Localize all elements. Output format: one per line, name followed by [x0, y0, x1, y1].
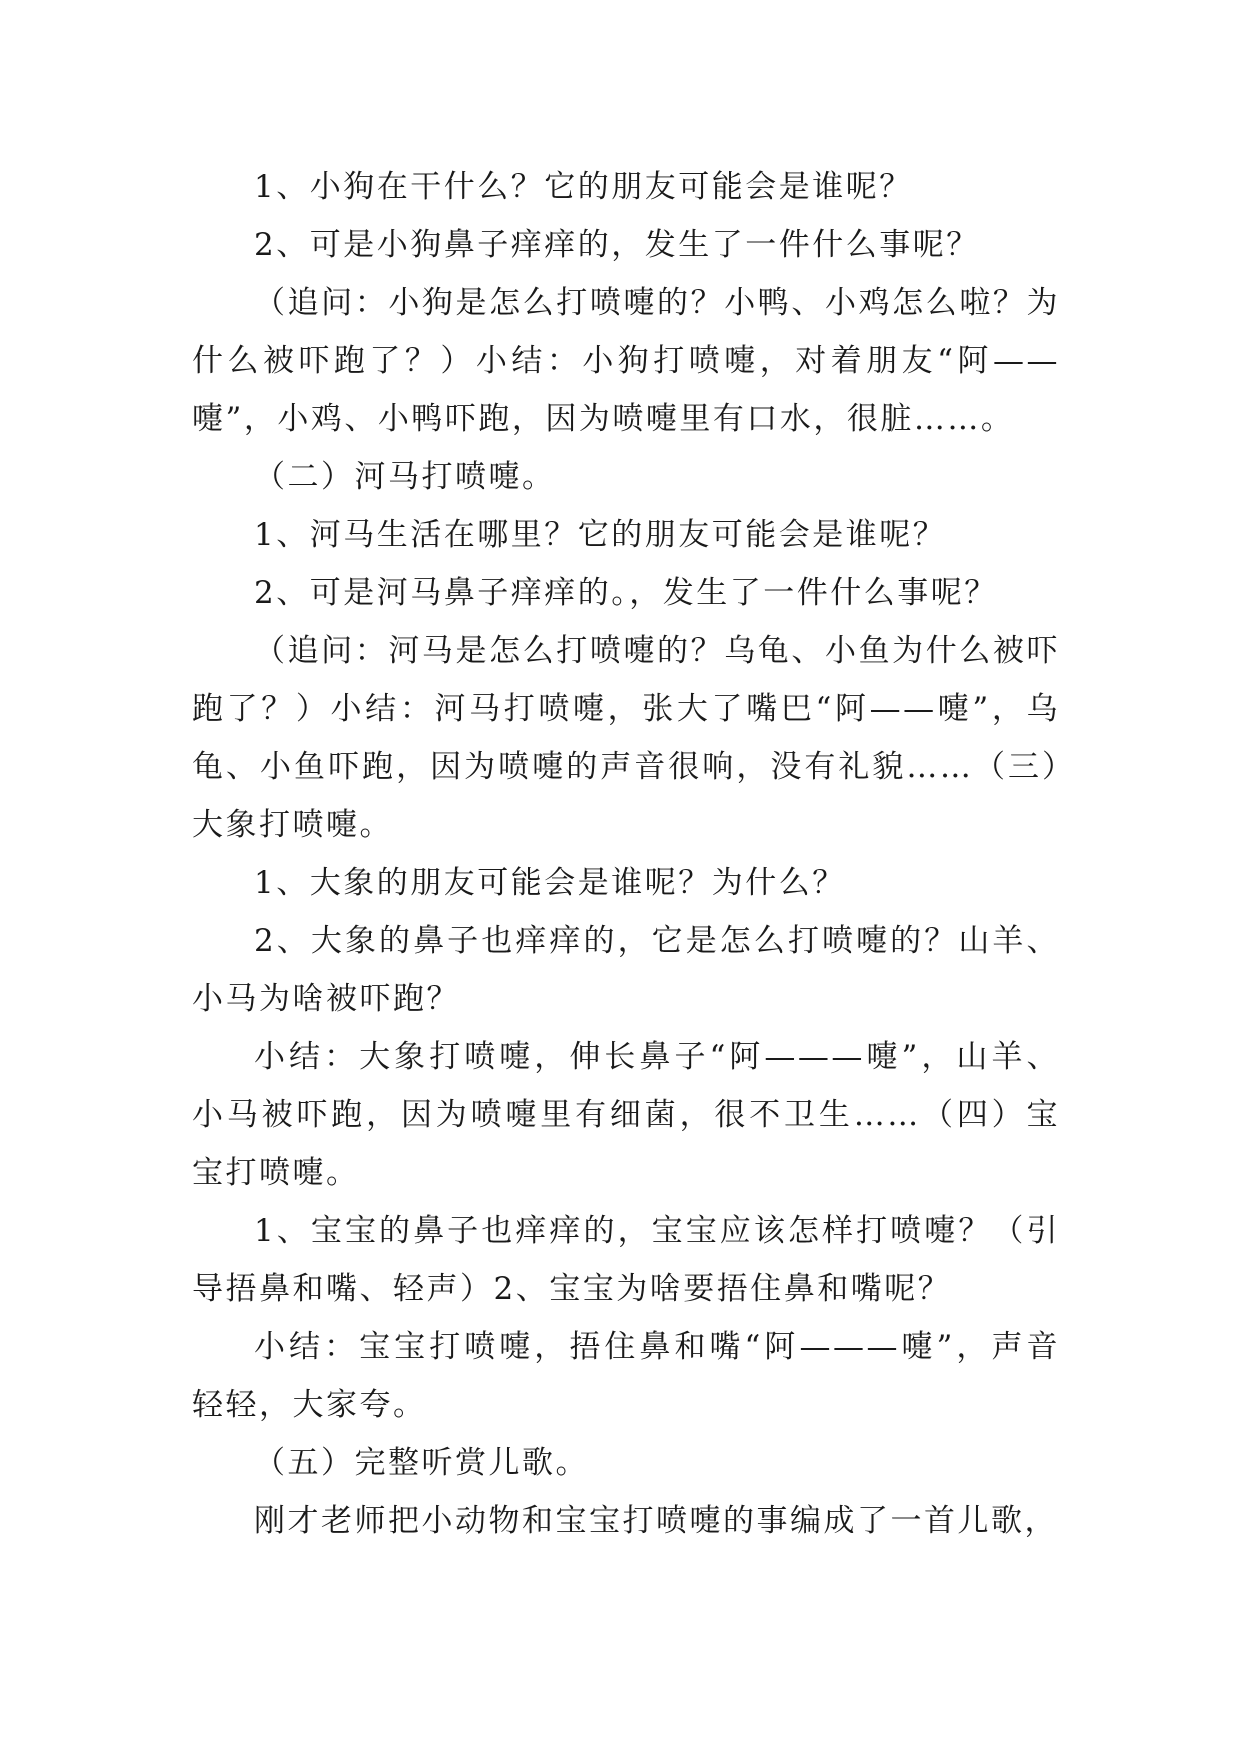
paragraph-question-hippo-habitat: 1、河马生活在哪里？它的朋友可能会是谁呢？: [254, 517, 947, 553]
paragraph-rhyme-intro: 刚才老师把小动物和宝宝打喷嚏的事编成了一首儿歌，: [254, 1503, 1058, 1539]
paragraph-dog-summary: （追问：小狗是怎么打喷嚏的？小鸭、小鸡怎么啦？为什么被吓跑了？）小结：小狗打喷嚏，对着朋友“阿——嚏”，小鸡、小鸭吓跑，因为喷嚏里有口水，很脏……。: [192, 285, 1060, 437]
paragraph-baby-summary: 小结：宝宝打喷嚏，捂住鼻和嘴“阿———嚏”，声音轻轻，大家夸。: [192, 1329, 1060, 1423]
section-heading-hippo: （二）河马打喷嚏。: [254, 459, 556, 495]
paragraph-question-dog-sneeze: 2、可是小狗鼻子痒痒的，发生了一件什么事呢？: [254, 227, 980, 263]
paragraph-question-elephant-sneeze: 2、大象的鼻子也痒痒的，它是怎么打喷嚏的？山羊、小马为啥被吓跑？: [192, 923, 1060, 1017]
paragraph-question-hippo-sneeze: 2、可是河马鼻子痒痒的。，发生了一件什么事呢？: [254, 575, 998, 611]
paragraph-question-elephant-friends: 1、大象的朋友可能会是谁呢？为什么？: [254, 865, 846, 901]
document-body: [192, 158, 1060, 1550]
paragraph-question-baby-sneeze: 1、宝宝的鼻子也痒痒的，宝宝应该怎样打喷嚏？（引导捂鼻和嘴、轻声）2、宝宝为啥要捂住鼻和嘴呢？: [192, 1213, 1060, 1307]
section-heading-rhyme: （五）完整听赏儿歌。: [254, 1445, 589, 1481]
paragraph-hippo-summary: （追问：河马是怎么打喷嚏的？乌龟、小鱼为什么被吓跑了？）小结：河马打喷嚏，张大了嘴巴“阿——嚏”，乌龟、小鱼吓跑，因为喷嚏的声音很响，没有礼貌……（三）大象打喷嚏。: [192, 633, 1060, 843]
paragraph-question-dog-activity: 1、小狗在干什么？它的朋友可能会是谁呢？: [254, 169, 913, 205]
paragraph-elephant-summary: 小结：大象打喷嚏，伸长鼻子“阿———嚏”，山羊、小马被吓跑，因为喷嚏里有细菌，很不卫生……（四）宝宝打喷嚏。: [192, 1039, 1060, 1191]
